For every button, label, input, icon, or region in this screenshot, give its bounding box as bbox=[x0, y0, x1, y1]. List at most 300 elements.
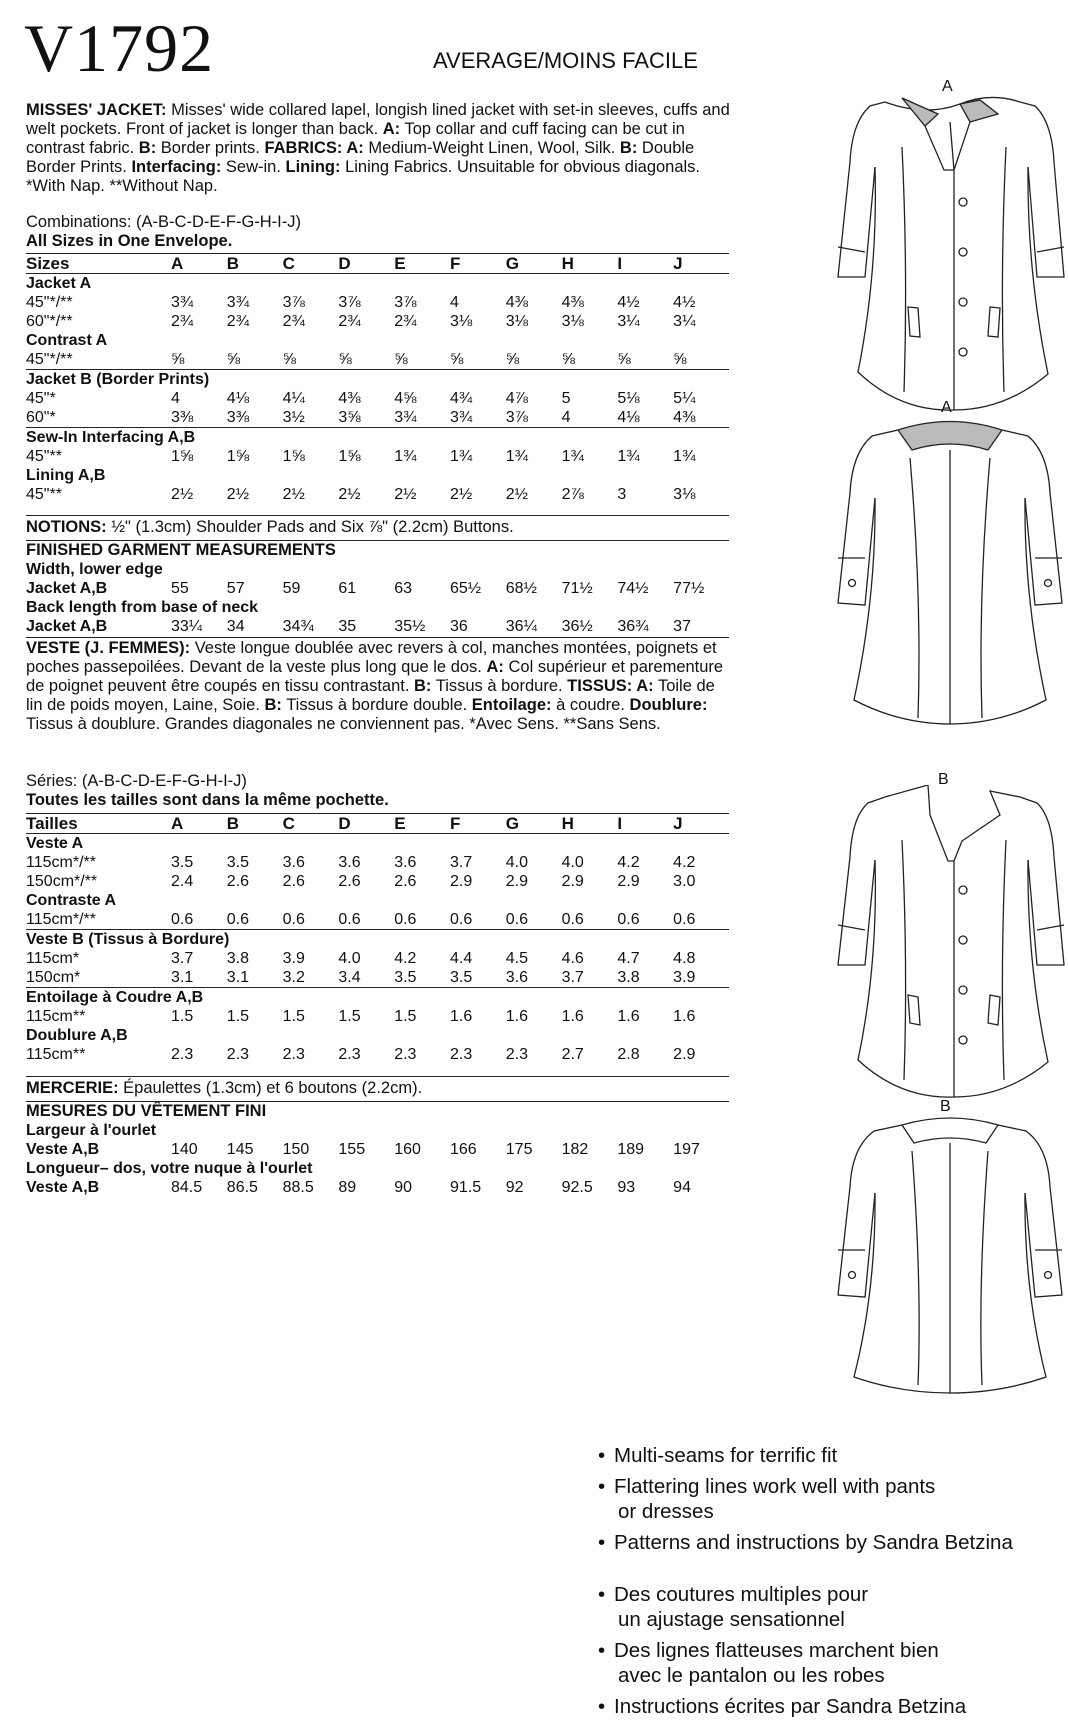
table-cell: 3.7 bbox=[171, 950, 194, 967]
table-cell: 145 bbox=[226, 1141, 254, 1158]
table-cell: 2½ bbox=[338, 486, 361, 503]
figure-label: B bbox=[938, 771, 949, 788]
table-cell: 3¼ bbox=[617, 313, 640, 330]
table-cell: 0.6 bbox=[673, 911, 696, 928]
table-cell: 1¾ bbox=[394, 448, 417, 465]
table-row bbox=[26, 853, 729, 872]
table-cell: 4.2 bbox=[673, 854, 696, 871]
section-heading-row bbox=[26, 274, 729, 294]
table-cell: 34 bbox=[226, 618, 245, 635]
table-cell: 3.6 bbox=[394, 854, 417, 871]
row-label: 115cm* bbox=[26, 950, 80, 967]
table-cell: 2¾ bbox=[394, 313, 417, 330]
table-cell: 55 bbox=[171, 580, 189, 597]
table-cell: 2.6 bbox=[338, 873, 361, 890]
table-cell: 2.4 bbox=[171, 873, 194, 890]
table-row bbox=[26, 968, 729, 988]
finished-measurements-title: FINISHED GARMENT MEASUREMENTS bbox=[26, 541, 336, 559]
table-row bbox=[26, 579, 729, 598]
table-cell: 1.5 bbox=[226, 1008, 250, 1025]
section-heading: Jacket B (Border Prints) bbox=[26, 370, 729, 390]
divider bbox=[26, 637, 729, 638]
column-header: D bbox=[338, 814, 394, 834]
table-cell: 71½ bbox=[561, 580, 593, 597]
table-cell: 93 bbox=[617, 1179, 636, 1196]
notions-text: NOTIONS: ½" (1.3cm) Shoulder Pads and Six ⅞" (2.2cm) Buttons. bbox=[26, 518, 514, 536]
table-cell: 197 bbox=[673, 1141, 700, 1158]
column-header: G bbox=[506, 814, 562, 834]
table-cell: 1¾ bbox=[505, 448, 529, 465]
table-cell: 4⅜ bbox=[338, 390, 361, 407]
table-cell: 3¾ bbox=[226, 294, 250, 311]
table-cell: 5⅛ bbox=[617, 390, 640, 407]
table-cell: 2.6 bbox=[226, 873, 250, 890]
table-cell: 3⅜ bbox=[171, 409, 194, 426]
table-cell: 3⅛ bbox=[505, 313, 529, 330]
table-cell: 4 bbox=[561, 409, 571, 426]
table-cell: 94 bbox=[673, 1179, 691, 1196]
table-cell: 1⅝ bbox=[226, 448, 250, 465]
english-description: MISSES' JACKET: Misses' wide collared lapel, longish lined jacket with set-in sleeves, cuffs and welt pockets. Front of jacket is longer than back. A: Top collar and cuff facing can be cut in contrast fabric. B: Border prints. FABRICS: A: Medium-Weight Linen, Wool, Silk. B: Double Border Prints. Interfacing: Sew-in. Lining: Lining Fabrics. Unsuitable for obvious diagonals. *With Nap. **Without Nap. bbox=[26, 101, 730, 195]
row-label: 60"*/** bbox=[26, 313, 73, 330]
table-cell: 74½ bbox=[617, 580, 649, 597]
section-heading: Sew-In Interfacing A,B bbox=[26, 428, 729, 448]
table-cell: 182 bbox=[561, 1141, 589, 1158]
row-label: 115cm** bbox=[26, 1008, 86, 1025]
column-header: J bbox=[673, 254, 729, 274]
table-cell: 3.6 bbox=[338, 854, 361, 871]
column-header: D bbox=[338, 254, 394, 274]
jacket-b-front-illustration bbox=[830, 785, 1068, 1105]
table-cell: 88.5 bbox=[282, 1179, 314, 1196]
column-header: A bbox=[171, 254, 227, 274]
column-header: Tailles bbox=[26, 814, 171, 834]
feature-bullet bbox=[598, 1694, 966, 1719]
figure-label: A bbox=[942, 78, 953, 95]
table-cell: 1.5 bbox=[171, 1008, 194, 1025]
table-cell: 3.5 bbox=[449, 969, 473, 986]
column-header: F bbox=[450, 814, 506, 834]
feature-bullet bbox=[598, 1582, 966, 1632]
table-row bbox=[26, 350, 729, 370]
section-heading-row bbox=[26, 598, 729, 617]
column-header: Sizes bbox=[26, 254, 171, 274]
table-cell: 1¾ bbox=[617, 448, 640, 465]
table-cell: 3¾ bbox=[171, 294, 194, 311]
table-cell: 84.5 bbox=[171, 1179, 203, 1196]
feature-text: Multi-seams for terrific fit bbox=[614, 1444, 838, 1467]
table-cell: 4¼ bbox=[282, 390, 305, 407]
french-description: VESTE (J. FEMMES): Veste longue doublée avec revers à col, manches montées, poignets et poches passepoilées. Devant de la veste plus long que le dos. A: Col supérieur et parementure de poignet peuvent être coupés en tissu contrastant. B: Tissus à bordure. TISSUS: A: Toile de lin de poids moyen, Laine, Soie. B: Tissus à bordure double. Entoilage: à coudre. Doublure: Tissus à doublure. Grandes diagonales ne conviennent pas. *Avec Sens. **Sans Sens. bbox=[26, 639, 724, 733]
table-cell: 2.9 bbox=[449, 873, 473, 890]
table-cell: 3.7 bbox=[561, 969, 584, 986]
mercerie-text: MERCERIE: Épaulettes (1.3cm) et 6 boutons (2.2cm). bbox=[26, 1079, 423, 1097]
combinations-text: Combinations: (A-B-C-D-E-F-G-H-I-J) bbox=[26, 213, 302, 231]
table-header-row bbox=[26, 254, 729, 274]
table-cell: 59 bbox=[282, 580, 301, 597]
table-cell: 36 bbox=[449, 618, 468, 635]
feature-bullet bbox=[598, 1474, 1013, 1524]
table-cell: 36¾ bbox=[617, 618, 649, 635]
table-row bbox=[26, 485, 729, 504]
french-yardage-table bbox=[26, 813, 729, 1064]
table-cell: 4⅞ bbox=[505, 390, 529, 407]
table-cell: 4 bbox=[171, 390, 180, 407]
table-cell: 1¾ bbox=[673, 448, 696, 465]
table-cell: 0.6 bbox=[561, 911, 584, 928]
table-cell: 3.5 bbox=[394, 969, 417, 986]
section-heading-row bbox=[26, 331, 729, 350]
table-cell: 0.6 bbox=[226, 911, 250, 928]
table-cell: 35 bbox=[338, 618, 357, 635]
section-heading: Width, lower edge bbox=[26, 561, 163, 578]
figure-label: A bbox=[941, 399, 952, 416]
row-label: 115cm*/** bbox=[26, 854, 96, 871]
table-cell: 140 bbox=[171, 1141, 198, 1158]
section-heading: Lining A,B bbox=[26, 467, 106, 484]
table-cell: 3.6 bbox=[282, 854, 305, 871]
table-cell: 2½ bbox=[282, 486, 305, 503]
table-cell: 3.5 bbox=[171, 854, 194, 871]
column-header: E bbox=[394, 254, 450, 274]
table-cell: 3.8 bbox=[226, 950, 250, 967]
table-cell: 3⅜ bbox=[226, 409, 250, 426]
feature-bullet bbox=[598, 1443, 1013, 1468]
table-cell: 3.7 bbox=[449, 854, 473, 871]
table-row bbox=[26, 910, 729, 930]
table-cell: 4.6 bbox=[561, 950, 584, 967]
section-heading-row bbox=[26, 1159, 729, 1178]
table-cell: 3⅞ bbox=[394, 294, 417, 311]
row-label: Jacket A,B bbox=[26, 580, 108, 597]
column-header: I bbox=[617, 814, 673, 834]
table-cell: 4.2 bbox=[617, 854, 640, 871]
table-header-row bbox=[26, 814, 729, 834]
section-heading-row bbox=[26, 560, 729, 579]
table-cell: 2¾ bbox=[226, 313, 250, 330]
french-features-list bbox=[598, 1582, 966, 1725]
table-cell: ⅝ bbox=[171, 351, 185, 368]
table-cell: 2½ bbox=[449, 486, 473, 503]
table-cell: 2⅞ bbox=[561, 486, 584, 503]
bullet-icon: • bbox=[598, 1695, 606, 1718]
jacket-b-back-illustration bbox=[830, 1115, 1068, 1395]
table-cell: 1.6 bbox=[673, 1008, 696, 1025]
section-heading-row bbox=[26, 1026, 729, 1045]
english-measurements-table bbox=[26, 560, 729, 636]
section-heading-row bbox=[26, 466, 729, 485]
section-heading: Longueur– dos, votre nuque à l'ourlet bbox=[26, 1160, 313, 1177]
table-cell: 3⅞ bbox=[505, 409, 529, 426]
section-heading: Jacket A bbox=[26, 275, 92, 292]
table-cell: 1.6 bbox=[561, 1008, 584, 1025]
table-cell: 1.6 bbox=[617, 1008, 640, 1025]
feature-text: Flattering lines work well with pants bbox=[614, 1475, 936, 1498]
column-header: B bbox=[227, 254, 283, 274]
row-label: 45"*/** bbox=[26, 294, 73, 311]
table-cell: 1.6 bbox=[449, 1008, 473, 1025]
table-cell: 4.8 bbox=[673, 950, 696, 967]
table-cell: 63 bbox=[394, 580, 412, 597]
figure-label: B bbox=[940, 1098, 951, 1115]
table-cell: 0.6 bbox=[617, 911, 640, 928]
table-cell: 33¼ bbox=[171, 618, 203, 635]
table-row bbox=[26, 293, 729, 312]
column-header: C bbox=[283, 254, 339, 274]
section-heading: Largeur à l'ourlet bbox=[26, 1122, 157, 1139]
table-cell: 3.9 bbox=[673, 969, 696, 986]
table-cell: 61 bbox=[338, 580, 357, 597]
table-cell: 65½ bbox=[449, 580, 482, 597]
table-cell: 3⅛ bbox=[449, 313, 473, 330]
row-label: Veste A,B bbox=[26, 1179, 100, 1196]
table-cell: 2.6 bbox=[394, 873, 417, 890]
table-cell: 4.4 bbox=[449, 950, 473, 967]
pattern-number: V1792 bbox=[24, 10, 215, 86]
table-cell: 3½ bbox=[282, 409, 305, 426]
column-header: F bbox=[450, 254, 506, 274]
section-heading-row bbox=[26, 930, 729, 950]
column-header: H bbox=[562, 254, 618, 274]
jacket-a-back-illustration bbox=[830, 418, 1068, 728]
table-cell: 89 bbox=[338, 1179, 357, 1196]
table-cell: 0.6 bbox=[282, 911, 305, 928]
table-cell: 3.0 bbox=[673, 873, 696, 890]
table-cell: 2¾ bbox=[338, 313, 361, 330]
table-row bbox=[26, 1140, 729, 1159]
table-cell: 1.5 bbox=[394, 1008, 417, 1025]
table-cell: 3.5 bbox=[226, 854, 250, 871]
table-cell: 3.1 bbox=[226, 969, 250, 986]
table-cell: 1.5 bbox=[282, 1008, 305, 1025]
table-cell: 34¾ bbox=[282, 618, 314, 635]
table-cell: 2½ bbox=[394, 486, 417, 503]
table-row bbox=[26, 1178, 729, 1197]
section-heading: Contraste A bbox=[26, 892, 117, 909]
table-cell: 5 bbox=[561, 390, 571, 407]
table-cell: 150 bbox=[282, 1141, 310, 1158]
row-label: 115cm** bbox=[26, 1046, 86, 1063]
mesures-title: MESURES DU VÊTEMENT FINI bbox=[26, 1102, 267, 1120]
column-header: C bbox=[283, 814, 339, 834]
table-cell: 2½ bbox=[505, 486, 529, 503]
table-cell: 3.8 bbox=[617, 969, 640, 986]
all-sizes-text: All Sizes in One Envelope. bbox=[26, 232, 233, 250]
table-cell: 3.1 bbox=[171, 969, 194, 986]
table-row bbox=[26, 1007, 729, 1026]
row-label: Veste A,B bbox=[26, 1141, 100, 1158]
table-cell: 2.7 bbox=[561, 1046, 584, 1063]
table-cell: 3 bbox=[617, 486, 627, 503]
column-header: E bbox=[394, 814, 450, 834]
feature-text: Instructions écrites par Sandra Betzina bbox=[614, 1695, 967, 1718]
table-cell: 3.2 bbox=[282, 969, 305, 986]
section-heading: Back length from base of neck bbox=[26, 599, 259, 616]
column-header: B bbox=[227, 814, 283, 834]
table-cell: 4.7 bbox=[617, 950, 640, 967]
table-cell: 155 bbox=[338, 1141, 366, 1158]
table-cell: 3.9 bbox=[282, 950, 305, 967]
toutes-tailles-text: Toutes les tailles sont dans la même pochette. bbox=[26, 791, 389, 809]
table-cell: 0.6 bbox=[505, 911, 529, 928]
section-heading-row bbox=[26, 988, 729, 1008]
table-cell: 4½ bbox=[673, 294, 696, 311]
table-cell: 1.5 bbox=[338, 1008, 361, 1025]
bullet-icon: • bbox=[598, 1444, 606, 1467]
table-cell: 57 bbox=[226, 580, 245, 597]
table-cell: 35½ bbox=[394, 618, 426, 635]
table-cell: 4 bbox=[449, 294, 459, 311]
table-row bbox=[26, 1045, 729, 1064]
table-cell: 0.6 bbox=[394, 911, 417, 928]
feature-text: Des coutures multiples pour bbox=[614, 1583, 869, 1606]
table-cell: 2.3 bbox=[505, 1046, 529, 1063]
table-cell: 0.6 bbox=[449, 911, 473, 928]
table-cell: ⅝ bbox=[394, 351, 408, 368]
table-cell: 2.6 bbox=[282, 873, 305, 890]
table-cell: 2¾ bbox=[171, 313, 194, 330]
table-row bbox=[26, 312, 729, 331]
row-label: 115cm*/** bbox=[26, 911, 96, 928]
table-row bbox=[26, 617, 729, 636]
table-cell: 77½ bbox=[673, 580, 705, 597]
table-row bbox=[26, 389, 729, 408]
section-heading: Entoilage à Coudre A,B bbox=[26, 988, 729, 1008]
table-cell: 2.3 bbox=[338, 1046, 361, 1063]
table-cell: 2.3 bbox=[226, 1046, 250, 1063]
table-row bbox=[26, 408, 729, 428]
section-heading-row bbox=[26, 428, 729, 448]
table-cell: 37 bbox=[673, 618, 691, 635]
divider bbox=[26, 1076, 729, 1077]
table-cell: 91.5 bbox=[449, 1179, 482, 1196]
table-cell: 175 bbox=[505, 1141, 533, 1158]
feature-text: Patterns and instructions by Sandra Betzina bbox=[614, 1531, 1013, 1554]
table-cell: 4⅝ bbox=[394, 390, 417, 407]
series-text: Séries: (A-B-C-D-E-F-G-H-I-J) bbox=[26, 772, 247, 790]
table-cell: 92.5 bbox=[561, 1179, 593, 1196]
table-cell: 2.3 bbox=[394, 1046, 417, 1063]
table-cell: ⅝ bbox=[226, 351, 241, 368]
feature-text: Des lignes flatteuses marchent bien bbox=[614, 1639, 939, 1662]
column-header: J bbox=[673, 814, 729, 834]
table-cell: ⅝ bbox=[449, 351, 464, 368]
table-cell: 160 bbox=[394, 1141, 421, 1158]
table-cell: 4½ bbox=[617, 294, 640, 311]
table-cell: 3⅛ bbox=[561, 313, 584, 330]
row-label: Jacket A,B bbox=[26, 618, 108, 635]
table-cell: 1¾ bbox=[449, 448, 473, 465]
section-heading-row bbox=[26, 834, 729, 854]
table-cell: 1⅝ bbox=[338, 448, 361, 465]
row-label: 150cm* bbox=[26, 969, 81, 986]
section-heading: Veste A bbox=[26, 835, 84, 852]
table-cell: 2¾ bbox=[282, 313, 305, 330]
table-cell: 2½ bbox=[226, 486, 250, 503]
table-cell: 4¾ bbox=[449, 390, 473, 407]
table-cell: 3⅝ bbox=[338, 409, 361, 426]
feature-bullet bbox=[598, 1638, 966, 1688]
table-cell: 90 bbox=[394, 1179, 412, 1196]
table-cell: 3⅛ bbox=[673, 486, 696, 503]
table-cell: 68½ bbox=[505, 580, 537, 597]
divider bbox=[26, 515, 729, 516]
row-label: 45"** bbox=[26, 448, 62, 465]
table-row bbox=[26, 872, 729, 891]
section-heading: Veste B (Tissus à Bordure) bbox=[26, 930, 729, 950]
table-cell: 1.6 bbox=[505, 1008, 529, 1025]
row-label: 45"** bbox=[26, 486, 62, 503]
table-cell: 3¾ bbox=[394, 409, 417, 426]
english-features-list bbox=[598, 1443, 1013, 1561]
table-cell: 4.5 bbox=[505, 950, 529, 967]
table-cell: 2.9 bbox=[505, 873, 529, 890]
column-header: H bbox=[562, 814, 618, 834]
table-cell: 3.4 bbox=[338, 969, 361, 986]
section-heading-row bbox=[26, 1121, 729, 1140]
table-cell: 5¼ bbox=[673, 390, 696, 407]
table-cell: 2½ bbox=[171, 486, 194, 503]
difficulty-label: AVERAGE/MOINS FACILE bbox=[433, 48, 698, 73]
table-cell: 0.6 bbox=[171, 911, 194, 928]
column-header: I bbox=[617, 254, 673, 274]
table-cell: ⅝ bbox=[505, 351, 520, 368]
table-cell: 1¾ bbox=[561, 448, 584, 465]
table-cell: 86.5 bbox=[226, 1179, 258, 1196]
table-cell: 2.3 bbox=[171, 1046, 194, 1063]
table-cell: 2.9 bbox=[617, 873, 640, 890]
table-cell: ⅝ bbox=[561, 351, 575, 368]
row-label: 45"*/** bbox=[26, 351, 73, 368]
table-cell: 4.0 bbox=[338, 950, 361, 967]
column-header: A bbox=[171, 814, 227, 834]
bullet-icon: • bbox=[598, 1531, 606, 1554]
section-heading: Contrast A bbox=[26, 332, 108, 349]
table-cell: 4.0 bbox=[505, 854, 529, 871]
table-row bbox=[26, 949, 729, 968]
table-cell: 3¾ bbox=[449, 409, 473, 426]
table-cell: 3.6 bbox=[505, 969, 529, 986]
table-cell: 4⅛ bbox=[226, 390, 250, 407]
section-heading-row bbox=[26, 370, 729, 390]
bullet-icon: • bbox=[598, 1583, 606, 1606]
feature-bullet bbox=[598, 1530, 1013, 1555]
row-label: 45"* bbox=[26, 390, 56, 407]
section-heading-row bbox=[26, 891, 729, 910]
row-label: 60"* bbox=[26, 409, 56, 426]
table-cell: 4⅜ bbox=[505, 294, 529, 311]
table-cell: 36¼ bbox=[505, 618, 537, 635]
table-cell: 1⅝ bbox=[282, 448, 305, 465]
table-cell: 189 bbox=[617, 1141, 645, 1158]
table-cell: 3⅞ bbox=[282, 294, 305, 311]
table-row bbox=[26, 447, 729, 466]
table-cell: 4⅜ bbox=[673, 409, 696, 426]
table-cell: ⅝ bbox=[282, 351, 296, 368]
table-cell: ⅝ bbox=[338, 351, 352, 368]
table-cell: 2.8 bbox=[617, 1046, 640, 1063]
table-cell: 2.3 bbox=[282, 1046, 305, 1063]
jacket-a-front-illustration bbox=[830, 92, 1068, 422]
bullet-icon: • bbox=[598, 1475, 606, 1498]
table-cell: ⅝ bbox=[617, 351, 631, 368]
table-cell: 166 bbox=[449, 1141, 477, 1158]
english-yardage-table bbox=[26, 253, 729, 504]
table-cell: 2.3 bbox=[449, 1046, 473, 1063]
table-cell: 92 bbox=[505, 1179, 524, 1196]
table-cell: 4.2 bbox=[394, 950, 417, 967]
feature-text: or dresses bbox=[618, 1500, 714, 1523]
